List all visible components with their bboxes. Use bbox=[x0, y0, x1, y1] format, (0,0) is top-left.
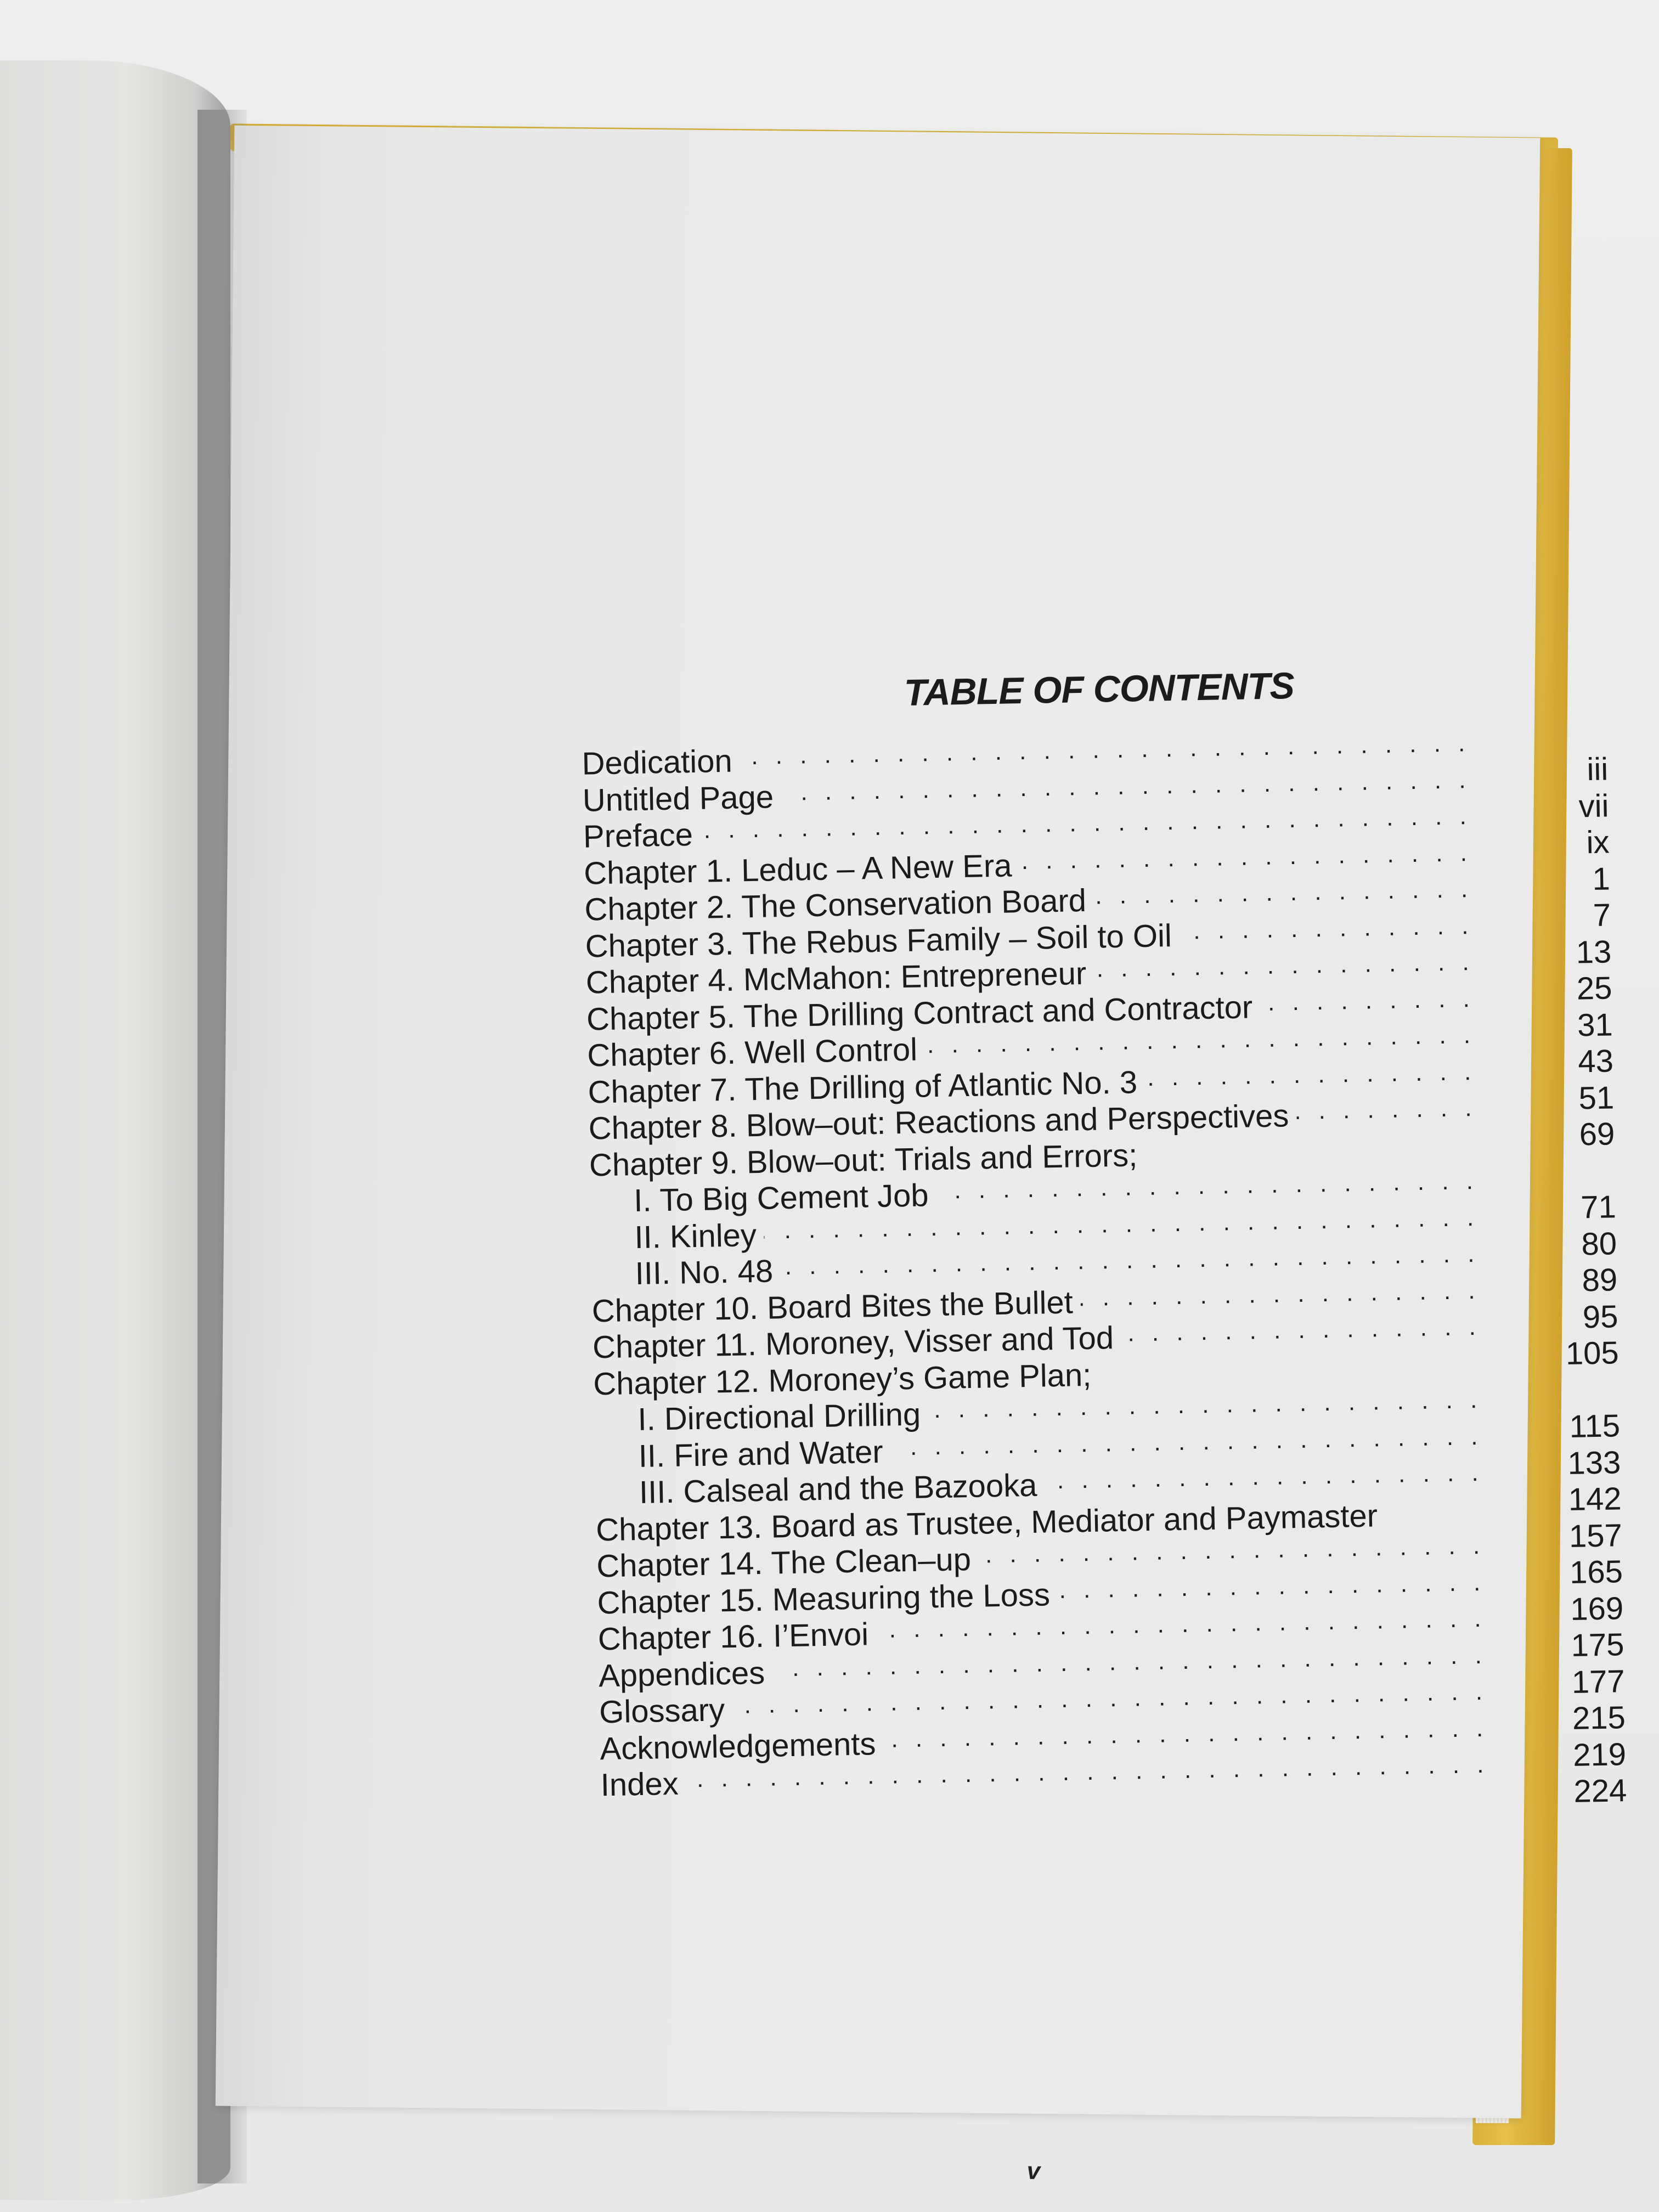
toc-entry-page: 175 bbox=[1571, 1627, 1624, 1663]
dot-leader bbox=[781, 1247, 1480, 1282]
dot-leader bbox=[1019, 846, 1472, 876]
toc-entry-page: 142 bbox=[1568, 1481, 1622, 1518]
toc-entry-label: Index bbox=[600, 1765, 679, 1803]
toc-entry-label: Acknowledgements bbox=[599, 1725, 877, 1767]
toc-entry-page: 219 bbox=[1572, 1736, 1627, 1773]
toc-entry-label: Chapter 10. Board Bites the Bullet bbox=[591, 1284, 1074, 1329]
dot-leader bbox=[1260, 991, 1475, 1017]
toc-entry-page: 133 bbox=[1567, 1444, 1621, 1481]
toc-entry-label: III. Calseal and the Bazooka bbox=[639, 1467, 1037, 1511]
toc-entry-page: 157 bbox=[1568, 1517, 1623, 1554]
dot-leader bbox=[1145, 1064, 1477, 1092]
toc-entry-page: 215 bbox=[1572, 1700, 1626, 1736]
toc-entry-label: Appendices bbox=[598, 1655, 765, 1694]
toc-entry-label: Chapter 2. The Conservation Board bbox=[584, 882, 1087, 928]
dot-leader bbox=[686, 1758, 1489, 1795]
toc-entry-label: Chapter 11. Moroney, Visser and Tod bbox=[592, 1320, 1114, 1365]
toc-entry-page bbox=[1538, 1153, 1615, 1154]
dot-leader bbox=[1094, 882, 1474, 911]
dot-leader bbox=[936, 1174, 1479, 1206]
dot-leader bbox=[1179, 918, 1474, 946]
dot-leader bbox=[925, 1028, 1476, 1060]
toc-entry-label: I. Directional Drilling bbox=[637, 1396, 921, 1438]
dot-leader bbox=[883, 1721, 1489, 1754]
dot-leader bbox=[740, 736, 1470, 771]
page-title: TABLE OF CONTENTS bbox=[904, 664, 1295, 714]
toc-entry-page: 224 bbox=[1573, 1773, 1627, 1809]
dot-leader bbox=[890, 1429, 1483, 1462]
dot-leader bbox=[1099, 1356, 1482, 1385]
dot-leader bbox=[1080, 1283, 1481, 1312]
table-of-contents bbox=[580, 658, 1627, 1809]
toc-entry-page: 51 bbox=[1578, 1079, 1615, 1116]
dot-leader bbox=[732, 1685, 1488, 1720]
toc-entry-label: Chapter 15. Measuring the Loss bbox=[597, 1576, 1051, 1621]
toc-entry-page: 69 bbox=[1579, 1116, 1615, 1153]
dot-leader bbox=[1094, 955, 1475, 984]
toc-entry-page: 89 bbox=[1582, 1262, 1618, 1299]
toc-entry-page: 95 bbox=[1582, 1298, 1619, 1335]
toc-entry-page: 1 bbox=[1592, 860, 1611, 897]
toc-list bbox=[582, 727, 1627, 1809]
toc-entry-page: 165 bbox=[1569, 1554, 1623, 1590]
dot-leader bbox=[1385, 1502, 1485, 1526]
toc-entry-page bbox=[1542, 1372, 1619, 1373]
toc-entry-label: Chapter 3. The Rebus Family – Soil to Oil bbox=[585, 917, 1172, 964]
dot-leader bbox=[1045, 1466, 1484, 1496]
dot-leader bbox=[928, 1393, 1483, 1425]
toc-entry-page: 43 bbox=[1577, 1043, 1614, 1080]
dot-leader bbox=[781, 773, 1471, 808]
toc-entry-label: III. No. 48 bbox=[635, 1253, 774, 1292]
page-number: v bbox=[1026, 2157, 1041, 2185]
toc-entry-page: 105 bbox=[1565, 1335, 1620, 1372]
book-page bbox=[216, 126, 1627, 2185]
left-page-curl bbox=[0, 60, 230, 2200]
toc-entry-label: Chapter 12. Moroney’s Game Plan; bbox=[592, 1357, 1092, 1402]
dot-leader bbox=[701, 809, 1472, 845]
toc-entry-label: Chapter 7. The Drilling of Atlantic No. 3 bbox=[588, 1064, 1138, 1110]
toc-entry-page: 177 bbox=[1571, 1663, 1626, 1700]
toc-entry-label: Chapter 14. The Clean–up bbox=[596, 1541, 972, 1584]
toc-entry-label: Chapter 5. The Drilling Contract and Contractor bbox=[586, 989, 1253, 1037]
toc-entry-label: Chapter 9. Blow–out: Trials and Errors; bbox=[589, 1137, 1138, 1183]
dot-leader bbox=[1145, 1137, 1478, 1165]
toc-entry-label: Chapter 6. Well Control bbox=[586, 1031, 918, 1074]
toc-entry-label: I. To Big Cement Job bbox=[633, 1177, 929, 1219]
toc-entry-page: 169 bbox=[1570, 1590, 1624, 1627]
toc-entry-label: Preface bbox=[583, 817, 693, 855]
dot-leader bbox=[1296, 1101, 1477, 1126]
dot-leader bbox=[1058, 1575, 1486, 1605]
toc-entry-label: Dedication bbox=[582, 743, 733, 782]
toc-entry-label: Chapter 4. McMahon: Entrepreneur bbox=[585, 955, 1087, 1001]
toc-entry-page: 71 bbox=[1580, 1189, 1617, 1226]
toc-entry-label: II. Fire and Water bbox=[638, 1434, 884, 1474]
toc-entry-label: Glossary bbox=[599, 1692, 725, 1730]
dot-leader bbox=[772, 1648, 1487, 1683]
toc-entry-label: Chapter 13. Board as Trustee, Mediator and Paymaster bbox=[595, 1497, 1378, 1548]
toc-entry-page: 13 bbox=[1576, 933, 1612, 970]
toc-entry-page: iii bbox=[1586, 751, 1609, 788]
toc-entry-label: Untitled Page bbox=[582, 778, 774, 819]
toc-entry-page: 31 bbox=[1577, 1006, 1613, 1043]
toc-entry-label: Chapter 1. Leduc – A New Era bbox=[583, 847, 1013, 891]
dot-leader bbox=[876, 1612, 1487, 1645]
toc-entry-page: 25 bbox=[1576, 970, 1613, 1007]
dot-leader bbox=[764, 1210, 1479, 1245]
dot-leader bbox=[1121, 1320, 1482, 1348]
toc-entry-page: 7 bbox=[1593, 897, 1611, 933]
dot-leader bbox=[978, 1539, 1485, 1570]
toc-entry-page: vii bbox=[1578, 787, 1609, 824]
toc-entry-page: ix bbox=[1586, 824, 1610, 861]
toc-entry-label: Chapter 8. Blow–out: Reactions and Perspectives bbox=[588, 1098, 1289, 1147]
toc-entry-label: II. Kinley bbox=[634, 1217, 757, 1255]
toc-entry-page: 115 bbox=[1569, 1408, 1621, 1444]
toc-entry-label: Chapter 16. I’Envoi bbox=[597, 1616, 869, 1657]
toc-entry-page: 80 bbox=[1581, 1225, 1617, 1262]
